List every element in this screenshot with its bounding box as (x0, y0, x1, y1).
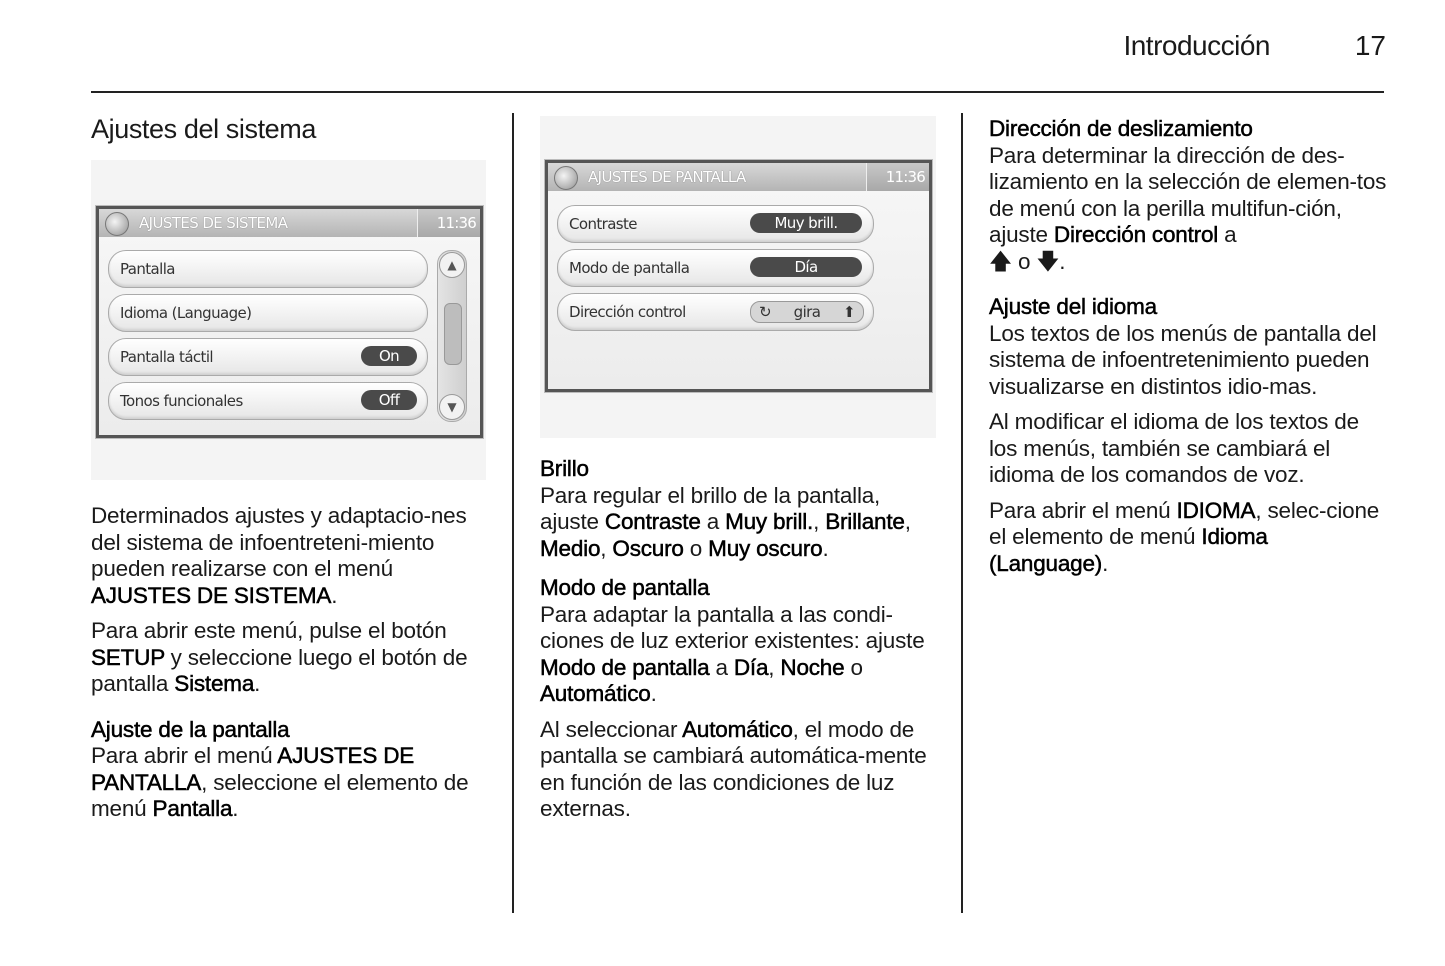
paragraph: Para regular el brillo de la pantalla, ajuste Contraste a Muy brill., Brillante, Medio, Oscuro o Muy oscuro. (540, 482, 911, 561)
subheading: Ajuste de la pantalla (91, 716, 290, 742)
menu-item-label: Modo de pantalla (569, 259, 690, 277)
paragraph: Para abrir el menú AJUSTES DE PANTALLA, seleccione el elemento de menú Pantalla. (91, 743, 469, 821)
toggle-value[interactable]: Off (361, 390, 417, 410)
column-1 (91, 503, 491, 832)
paragraph: Para abrir el menú IDIOMA, selec-cione el elemento de menú Idioma (Language). (989, 497, 1380, 576)
menu-item-label: Contraste (569, 215, 637, 233)
menu-item-label: Tonos funcionales (120, 392, 243, 410)
screen-clock: 11:36 (885, 168, 925, 186)
system-settings-figure (91, 160, 486, 480)
paragraph: Para determinar la dirección de des-lizamiento en la selección de elemen-tos de menú con la perilla multifun-ción, ajuste Dirección control a 🡅 o 🡇. (989, 142, 1387, 274)
menu-item-contraste[interactable] (557, 205, 874, 243)
chevron-up-icon[interactable]: ▲ (439, 252, 465, 278)
arrow-up-icon: ⬆ (843, 303, 855, 321)
paragraph: Para abrir este menú, pulse el botón SETUP y seleccione luego el botón de pantalla Sistema. (91, 618, 468, 696)
menu-item-label: Idioma (Language) (120, 304, 252, 322)
header-rule (91, 91, 1384, 93)
screen-clock: 11:36 (436, 214, 476, 232)
column-2 (540, 456, 940, 832)
screen-title: AJUSTES DE PANTALLA (588, 168, 746, 186)
menu-item-label: Dirección control (569, 303, 686, 321)
scroll-direction-control[interactable] (750, 301, 864, 323)
arrow-down-icon: 🡇 (1036, 248, 1060, 274)
contrast-value[interactable]: Muy brill. (750, 213, 862, 233)
display-mode-value[interactable]: Día (750, 257, 862, 277)
scrollbar[interactable] (437, 250, 467, 422)
column-divider-2 (961, 113, 963, 913)
brand-logo-icon (554, 166, 578, 190)
menu-item-label: Pantalla (120, 260, 175, 278)
subheading: Ajuste del idioma (989, 294, 1157, 319)
section-title: Ajustes del sistema (91, 114, 316, 144)
paragraph: Determinados ajustes y adaptacio-nes del sistema de infoentreteni-miento pueden realizarse con el menú AJUSTES DE SISTEMA. (91, 503, 467, 608)
toggle-value[interactable]: On (361, 346, 417, 366)
running-header-title: Introducción (1123, 30, 1270, 61)
paragraph: Los textos de los menús de pantalla del sistema de infoentretenimiento pueden visualizarse en distintos idio-mas. (989, 320, 1377, 399)
screen-titlebar (99, 209, 480, 237)
chevron-down-icon[interactable]: ▼ (439, 394, 465, 420)
scroll-direction-value: gira (793, 303, 821, 321)
menu-item-label: Pantalla táctil (120, 348, 213, 366)
subheading: Dirección de deslizamiento (989, 116, 1253, 141)
menu-item-idioma[interactable] (108, 294, 428, 332)
screen-title: AJUSTES DE SISTEMA (139, 214, 288, 232)
column-3 (989, 116, 1389, 586)
paragraph: Para adaptar la pantalla a las condi-ciones de luz exterior existentes: ajuste Modo de pantalla a Día, Noche o Automático. (540, 601, 925, 706)
arrow-up-icon: 🡅 (989, 248, 1012, 274)
display-settings-screen (545, 160, 932, 392)
screen-titlebar (548, 163, 929, 191)
scroll-thumb[interactable] (444, 303, 462, 365)
subheading: Modo de pantalla (540, 575, 710, 600)
column-divider-1 (512, 113, 514, 913)
paragraph: Al modificar el idioma de los textos de los menús, también se cambiará el idioma de los comandos de voz. (989, 409, 1359, 487)
subheading: Brillo (540, 456, 589, 481)
menu-item-modo-de-pantalla[interactable] (557, 249, 874, 287)
paragraph: Al seleccionar Automático, el modo de pantalla se cambiará automática-mente en función de las condiciones de luz externas. (540, 716, 927, 821)
menu-item-pantalla[interactable] (108, 250, 428, 288)
brand-logo-icon (105, 212, 129, 236)
menu-item-pantalla-tactil[interactable] (108, 338, 428, 376)
menu-item-direccion-control[interactable] (557, 293, 874, 331)
system-settings-screen (96, 206, 483, 438)
rotate-icon: ↻ (759, 303, 771, 321)
menu-item-tonos-funcionales[interactable] (108, 382, 428, 420)
page-number: 17 (1354, 30, 1386, 61)
display-settings-figure (540, 116, 936, 438)
